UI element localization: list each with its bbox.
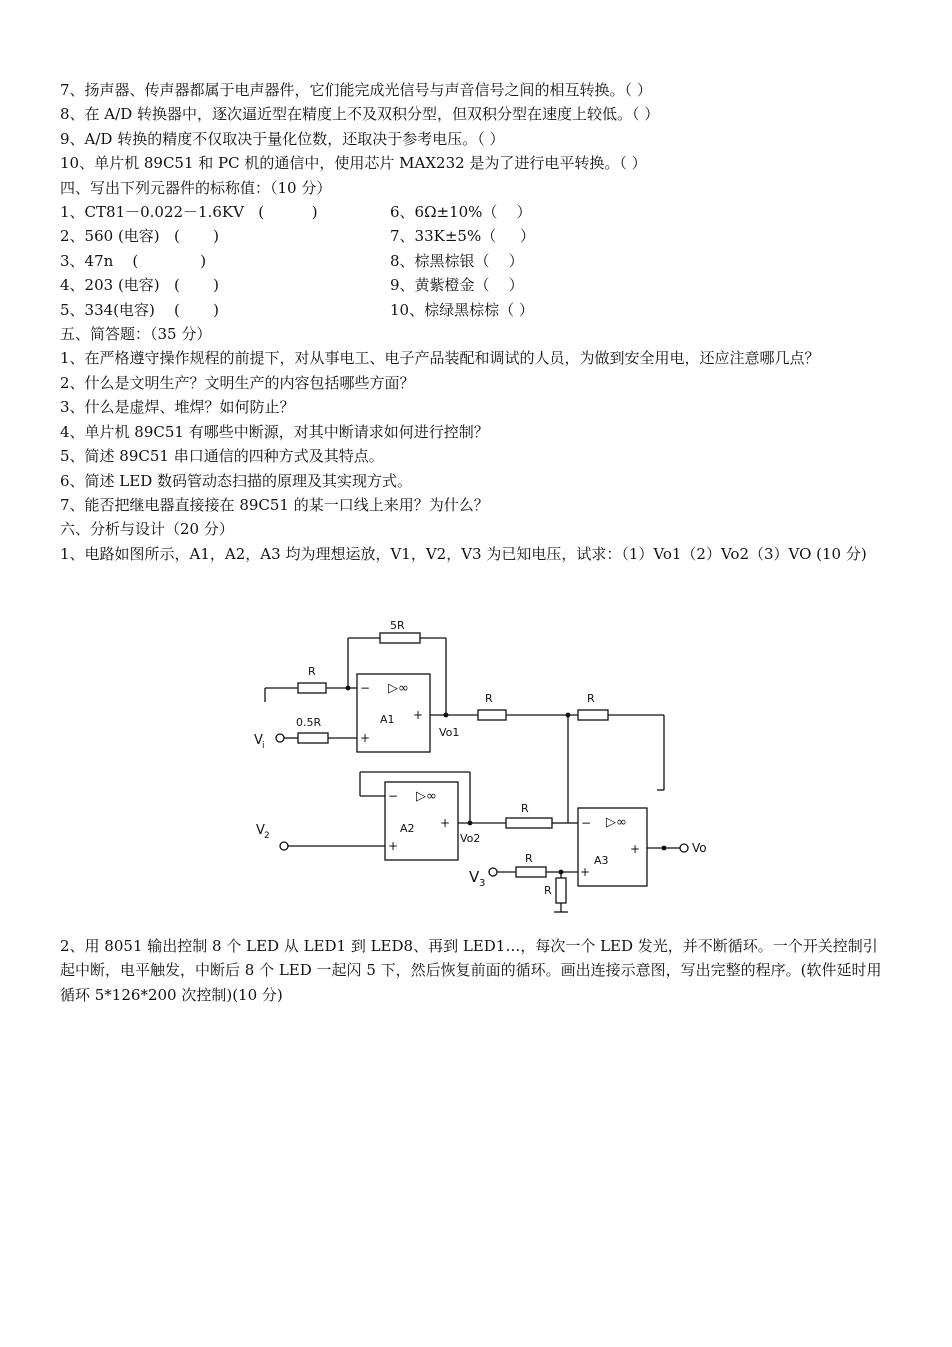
component-row bbox=[60, 298, 880, 322]
component-right: 7、33K±5%（ ） bbox=[390, 227, 536, 246]
label-r-top: R bbox=[587, 692, 595, 705]
a3-plus: + bbox=[580, 865, 591, 879]
judgement-item-10: 10、单片机 89C51 和 PC 机的通信中，使用芯片 MAX232 是为了进行电平转换。（ ） bbox=[60, 154, 647, 173]
label-v3: V bbox=[469, 868, 480, 886]
short-answer-6: 6、简述 LED 数码管动态扫描的原理及其实现方式。 bbox=[60, 471, 413, 490]
resistor-r-mid bbox=[478, 710, 506, 720]
component-right: 6、6Ω±10%（ ） bbox=[390, 203, 532, 222]
component-right: 10、棕绿黑棕棕（ ） bbox=[390, 300, 534, 319]
component-left: 4、203 (电容) ( ) bbox=[60, 276, 220, 295]
label-a2: A2 bbox=[400, 822, 415, 835]
label-vo1: Vo1 bbox=[439, 726, 460, 739]
short-answer-4: 4、单片机 89C51 有哪些中断源，对其中断请求如何进行控制？ bbox=[60, 422, 489, 441]
label-r-mid: R bbox=[485, 692, 493, 705]
section5-title: 五、简答题：（35 分） bbox=[60, 325, 212, 344]
component-right: 8、棕黑棕银（ ） bbox=[390, 251, 524, 270]
component-right: 9、黄紫橙金（ ） bbox=[390, 276, 524, 295]
label-vo: Vo bbox=[692, 841, 707, 855]
section4-title: 四、写出下列元器件的标称值：（10 分） bbox=[60, 178, 332, 197]
a2-minus: − bbox=[388, 789, 399, 803]
terminals bbox=[276, 734, 688, 876]
label-v3-sub: 3 bbox=[479, 878, 486, 889]
short-answer-1: 1、在严格遵守操作规程的前提下，对从事电工、电子产品装配和调试的人员，为做到安全用电，还应注意哪几点？ bbox=[60, 349, 820, 368]
resistor-0-5r bbox=[298, 733, 328, 743]
resistor-r-ground bbox=[556, 878, 566, 903]
a2-plus-output: + bbox=[440, 816, 451, 830]
section6-title: 六、分析与设计（20 分） bbox=[60, 520, 234, 539]
a1-plus: + bbox=[360, 731, 371, 745]
short-answer-2: 2、什么是文明生产？文明生产的内容包括哪些方面？ bbox=[60, 373, 415, 392]
label-r-a3-input: R bbox=[521, 802, 529, 815]
label-v1-sub: i bbox=[262, 741, 265, 751]
terminal-v3 bbox=[489, 868, 497, 876]
label-a1: A1 bbox=[380, 713, 395, 726]
label-r-a1: R bbox=[308, 665, 316, 678]
short-answer-7: 7、能否把继电器直接接在 89C51 的某一口线上来用？为什么？ bbox=[60, 495, 489, 514]
resistor-r-v3 bbox=[516, 867, 546, 877]
a2-plus: + bbox=[388, 839, 399, 853]
judgement-item-9: 9、A/D 转换的精度不仅取决于量化位数，还取决于参考电压。（ ） bbox=[60, 129, 505, 148]
label-v2-sub: 2 bbox=[264, 831, 270, 841]
label-r-v3: R bbox=[525, 852, 533, 865]
label-a3: A3 bbox=[594, 854, 609, 867]
opamp-circuit-diagram bbox=[250, 620, 720, 920]
component-row bbox=[60, 224, 880, 248]
short-answer-3: 3、什么是虚焊、堆焊？如何防止？ bbox=[60, 398, 295, 417]
a3-minus: − bbox=[581, 816, 592, 830]
design-question-2: 2、用 8051 输出控制 8 个 LED 从 LED1 到 LED8、再到 LED1…，每次一个 LED 发光，并不断循环。一个开关控制引起中断，电平触发，中断后 8 个 LED 一起闪 5 下，然后恢复前面的循环。画出连接示意图，写出完整的程序。(软件延时用循环 5*126*200 次控制)(10 分) bbox=[60, 937, 882, 1004]
a3-infinity-symbol: ▷∞ bbox=[606, 815, 627, 830]
judgement-item-7: 7、扬声器、传声器都属于电声器件，它们能完成光信号与声音信号之间的相互转换。（ ） bbox=[60, 81, 652, 99]
a1-infinity-symbol: ▷∞ bbox=[388, 681, 409, 696]
label-v1: V bbox=[254, 733, 263, 748]
exam-page bbox=[60, 78, 880, 566]
resistors bbox=[298, 633, 608, 903]
component-left: 5、334(电容) ( ) bbox=[60, 300, 220, 319]
resistor-r-top bbox=[578, 710, 608, 720]
a3-plus-output: + bbox=[630, 842, 641, 856]
label-5r: 5R bbox=[390, 620, 405, 632]
component-left: 1、CT81－0.022－1.6KV ( ) bbox=[60, 203, 318, 222]
short-answer-5: 5、简述 89C51 串口通信的四种方式及其特点。 bbox=[60, 447, 384, 466]
resistor-r-a1 bbox=[298, 683, 326, 693]
a2-infinity-symbol: ▷∞ bbox=[416, 789, 437, 804]
component-left: 3、47n ( ) bbox=[60, 251, 207, 270]
component-row bbox=[60, 200, 880, 224]
resistor-r-a3-input bbox=[506, 818, 552, 828]
component-left: 2、560 (电容) ( ) bbox=[60, 227, 220, 246]
design-question-1: 1、电路如图所示，A1，A2，A3 均为理想运放，V1，V2，V3 为已知电压，试求：（1）Vo1（2）Vo2（3）VO (10 分) bbox=[60, 544, 867, 563]
circuit-labels bbox=[254, 620, 707, 897]
label-vo2: Vo2 bbox=[460, 832, 481, 845]
component-row bbox=[60, 273, 880, 297]
judgement-item-8: 8、在 A/D 转换器中，逐次逼近型在精度上不及双积分型，但双积分型在速度上较低。（ ） bbox=[60, 105, 660, 124]
terminal-vo bbox=[680, 844, 688, 852]
a1-minus: − bbox=[360, 681, 371, 695]
terminal-v2 bbox=[280, 842, 288, 850]
label-r-ground: R bbox=[544, 884, 552, 897]
a1-plus-output: + bbox=[413, 708, 424, 722]
resistor-5r bbox=[380, 633, 420, 643]
label-v2: V bbox=[256, 823, 265, 838]
label-0-5r: 0.5R bbox=[296, 716, 322, 729]
terminal-v1 bbox=[276, 734, 284, 742]
component-row bbox=[60, 249, 880, 273]
